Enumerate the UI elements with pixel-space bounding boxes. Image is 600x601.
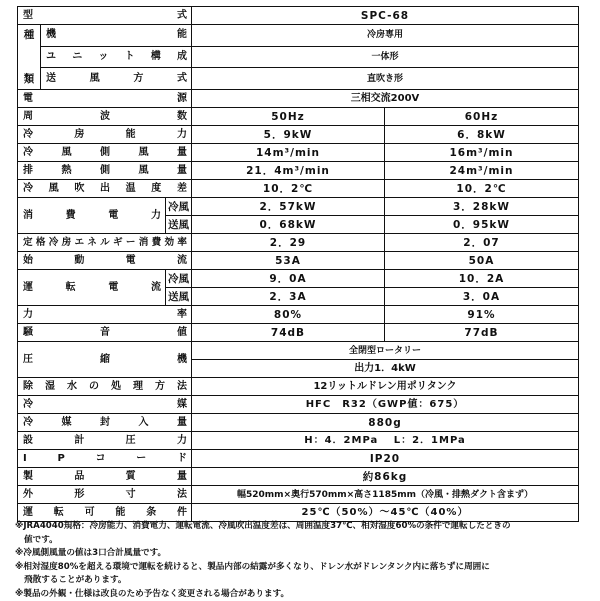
sub-label-fan: 送風 (166, 288, 192, 306)
row-label: 送 風 方 式 (41, 68, 192, 90)
row-dehumid (18, 378, 579, 396)
starting-current-60: 50A (385, 252, 579, 270)
footnote: ※JRA4040規格：冷房能力、消費電力、運転電流、冷風吹出温度差は、周囲温度37℃、相対湿度60%の条件で運転したときの (15, 520, 590, 534)
noise-60: 77dB (385, 324, 579, 342)
row-label: 除 湿 水 の 処 理 方 法 (18, 378, 192, 396)
power-consumption-cool-60: 3．28kW (385, 198, 579, 216)
row-label: 圧 縮 機 (18, 342, 192, 378)
row-label: 機 能 (41, 25, 192, 47)
category-top: 種 (18, 27, 40, 43)
row-label: 力 率 (18, 306, 192, 324)
row-label: 周 波 数 (18, 108, 192, 126)
sub-label-fan: 送風 (166, 216, 192, 234)
row-label: 冷 房 能 力 (18, 126, 192, 144)
airflow-value: 直吹き形 (192, 68, 579, 90)
row-design-pressure (18, 432, 579, 450)
row-label: 設 計 圧 力 (18, 432, 192, 450)
row-label: 電 源 (18, 90, 192, 108)
footnote-continuation: 飛散することがあります。 (15, 574, 590, 588)
sub-label-cool: 冷風 (166, 198, 192, 216)
sub-label-cool: 冷風 (166, 270, 192, 288)
dimensions-value: 幅520mm×奥行570mm×高さ1185mm（冷風・排熱ダクト含まず） (192, 486, 579, 504)
operating-current-fan-60: 3．0A (385, 288, 579, 306)
row-label: 消 費 電 力 (18, 198, 166, 234)
unit-value: 一体形 (192, 46, 579, 68)
row-airflow (18, 68, 579, 90)
row-starting-current (18, 252, 579, 270)
starting-current-50: 53A (192, 252, 385, 270)
row-exhaust-air-volume (18, 162, 579, 180)
power-consumption-fan-60: 0．95kW (385, 216, 579, 234)
efficiency-60: 2．07 (385, 234, 579, 252)
row-cool-air-volume (18, 144, 579, 162)
operating-current-fan-50: 2．3A (192, 288, 385, 306)
row-unit (18, 46, 579, 68)
row-weight (18, 468, 579, 486)
operating-current-cool-60: 10．2A (385, 270, 579, 288)
dehumid-value: 12リットルドレン用ポリタンク (192, 378, 579, 396)
spec-table (17, 6, 579, 522)
temp-diff-60: 10．2℃ (385, 180, 579, 198)
cool-air-volume-60: 16m³/min (385, 144, 579, 162)
noise-50: 74dB (192, 324, 385, 342)
row-power-factor (18, 306, 579, 324)
power-consumption-cool-50: 2．57kW (192, 198, 385, 216)
frequency-50: 50Hz (192, 108, 385, 126)
power-consumption-fan-50: 0．68kW (192, 216, 385, 234)
row-label: 冷 風 吹 出 温 度 差 (18, 180, 192, 198)
operating-current-cool-50: 9．0A (192, 270, 385, 288)
exhaust-air-volume-60: 24m³/min (385, 162, 579, 180)
category-label (18, 25, 41, 90)
design-pressure-value: H：4．2MPa L：2．1MPa (192, 432, 579, 450)
weight-value: 約86kg (192, 468, 579, 486)
frequency-60: 60Hz (385, 108, 579, 126)
row-refrigerant (18, 396, 579, 414)
row-label: 外 形 寸 法 (18, 486, 192, 504)
label-model: 型 式 (18, 8, 191, 24)
model-value: SPC-68 (192, 7, 579, 25)
efficiency-50: 2．29 (192, 234, 385, 252)
cooling-capacity-50: 5．9kW (192, 126, 385, 144)
footnotes (15, 520, 590, 601)
refrigerant-value: HFC R32（GWP値：675） (192, 396, 579, 414)
row-ip-code (18, 450, 579, 468)
power-factor-50: 80% (192, 306, 385, 324)
row-label: 始 動 電 流 (18, 252, 192, 270)
function-value: 冷房専用 (192, 25, 579, 47)
footnote-continuation: 値です。 (15, 534, 590, 548)
row-label: 騒 音 値 (18, 324, 192, 342)
row-function (18, 25, 579, 47)
row-dimensions (18, 486, 579, 504)
row-label: 冷 風 側 風 量 (18, 144, 192, 162)
row-label: 排 熱 側 風 量 (18, 162, 192, 180)
footnote: ※相対湿度80%を超える環境で運転を続けると、製品内部の結露が多くなり、ドレン水がドレンタンク内に落ちずに周囲に (15, 561, 590, 575)
row-label: 運 転 電 流 (18, 270, 166, 306)
row-label: 製 品 質 量 (18, 468, 192, 486)
row-label: 冷 媒 封 入 量 (18, 414, 192, 432)
row-label: 冷 媒 (18, 396, 192, 414)
exhaust-air-volume-50: 21．4m³/min (192, 162, 385, 180)
row-power-consumption-cool (18, 198, 579, 216)
row-label (18, 7, 192, 25)
row-power-supply (18, 90, 579, 108)
compressor-type-value: 全閉型ロータリー (192, 342, 579, 360)
row-label: 運 転 可 能 条 件 (18, 504, 192, 522)
compressor-output-value: 出力1．4kW (192, 360, 579, 378)
power-supply-value: 三相交流200V (192, 90, 579, 108)
row-operating-range (18, 504, 579, 522)
row-model (18, 7, 579, 25)
row-efficiency (18, 234, 579, 252)
operating-range-value: 25℃（50%）～45℃（40%） (192, 504, 579, 522)
row-compressor-type (18, 342, 579, 360)
row-noise (18, 324, 579, 342)
power-factor-60: 91% (385, 306, 579, 324)
cooling-capacity-60: 6．8kW (385, 126, 579, 144)
ip-code-value: IP20 (192, 450, 579, 468)
row-label: I P コ ー ド (18, 450, 192, 468)
row-temp-diff (18, 180, 579, 198)
footnote: ※製品の外観・仕様は改良のため予告なく変更される場合があります。 (15, 588, 590, 601)
row-operating-current-cool (18, 270, 579, 288)
row-refrigerant-charge (18, 414, 579, 432)
temp-diff-50: 10．2℃ (192, 180, 385, 198)
row-label: ユ ニ ッ ト 構 成 (41, 46, 192, 68)
row-label: 定 格 冷 房 エ ネ ル ギ ー 消 費 効 率 (18, 234, 192, 252)
row-frequency (18, 108, 579, 126)
footnote: ※冷風側風量の値は3口合計風量です。 (15, 547, 590, 561)
category-bottom: 類 (18, 71, 40, 87)
row-cooling-capacity (18, 126, 579, 144)
refrigerant-charge-value: 880g (192, 414, 579, 432)
cool-air-volume-50: 14m³/min (192, 144, 385, 162)
